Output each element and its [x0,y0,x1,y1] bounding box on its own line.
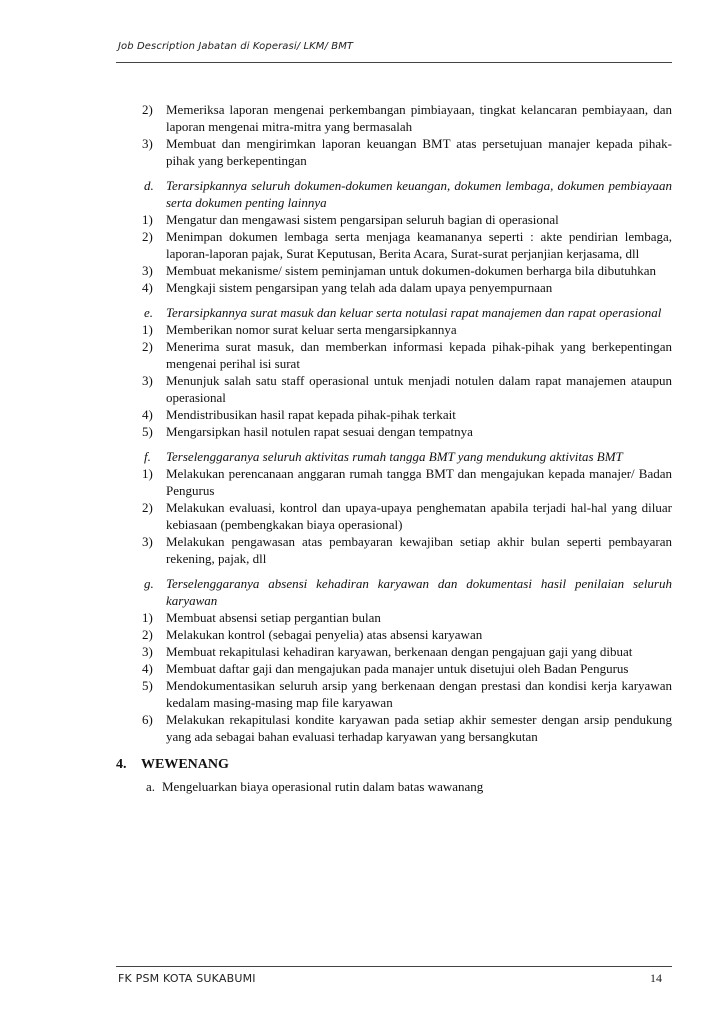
item-text: Membuat daftar gaji dan mengajukan pada manajer untuk disetujui oleh Badan Pengurus [166,661,629,676]
item-text: Mengeluarkan biaya operasional rutin dalam batas wawanang [162,779,484,794]
item-text: Membuat dan mengirimkan laporan keuangan BMT atas persetujuan manajer kepada pihak-pihak yang berkepentingan [166,136,672,168]
item-marker: 4) [142,280,153,295]
footer-divider [116,966,672,967]
list-item [142,262,672,279]
list-item [142,406,672,423]
list-item [142,533,672,567]
item-marker: 1) [142,212,153,227]
item-text: Memeriksa laporan mengenai perkembangan pimbiayaan, tingkat kelancaran pembiayaan, dan laporan mengenai mitra-mitra yang bermasalah [166,102,672,134]
item-text: Mengarsipkan hasil notulen rapat sesuai dengan tempatnya [166,424,473,439]
list-item [142,228,672,262]
item-marker: 4) [142,661,153,676]
item-text: Menimpan dokumen lembaga serta menjaga keamananya seperti : akte pendirian lembaga, laporan-laporan pajak, Surat Keputusan, Berita Acara, Surat-surat perjanjian kerjasama, dll [166,229,672,261]
list-item [142,465,672,499]
section-title-text: Terarsipkannya seluruh dokumen-dokumen keuangan, dokumen lembaga, dokumen pembiayaan serta dokumen penting lainnya [166,178,672,210]
section-title-text: Terselenggaranya absensi kehadiran karyawan dan dokumentasi hasil penilaian seluruh karyawan [166,576,672,608]
list-item [142,677,672,711]
item-marker: 2) [142,229,153,244]
item-text: Membuat mekanisme/ sistem peminjaman untuk dokumen-dokumen berharga bila dibutuhkan [166,263,657,278]
list-item [142,626,672,643]
list-item [142,499,672,533]
item-text: Melakukan rekapitulasi kondite karyawan pada setiap akhir semester dengan arsip pendukung yang ada sebagai bahan evaluasi terhadap karyawan yang bersangkutan [166,712,672,744]
item-text: Melakukan evaluasi, kontrol dan upaya-upaya penghematan apabila terjadi hal-hal yang diluar kebiasaan (pembengkakan biaya operasional) [166,500,672,532]
item-text: Melakukan kontrol (sebagai penyelia) atas absensi karyawan [166,627,483,642]
item-marker: 3) [142,534,153,549]
list-item [142,338,672,372]
document-body [116,101,672,795]
heading-number: 4. [116,757,127,772]
item-marker: 1) [142,322,153,337]
list-item [142,372,672,406]
item-text: Mendokumentasikan seluruh arsip yang berkenaan dengan prestasi dan kondisi kerja karyawan kedalam masing-masing map file karyawan [166,678,672,710]
section-title [144,575,672,609]
heading-text: WEWENANG [141,757,229,772]
item-text: Mengatur dan mengawasi sistem pengarsipan seluruh bagian di operasional [166,212,559,227]
item-text: Menunjuk salah satu staff operasional untuk menjadi notulen dalam rapat manajemen ataupun operasional [166,373,672,405]
item-text: Membuat rekapitulasi kehadiran karyawan, berkenaan dengan pengajuan gaji yang dibuat [166,644,633,659]
item-marker: 2) [142,627,153,642]
section-title-text: Terselenggaranya seluruh aktivitas rumah tangga BMT yang mendukung aktivitas BMT [166,449,623,464]
list-item [142,643,672,660]
section-heading [116,755,672,774]
section-title-text: Terarsipkannya surat masuk dan keluar serta notulasi rapat manajemen dan rapat operasional [166,305,662,320]
list-item [142,609,672,626]
item-marker: 2) [142,339,153,354]
section-marker: g. [144,576,154,591]
item-marker: 2) [142,102,153,117]
section-title [144,304,672,321]
footer-organization: FK PSM KOTA SUKABUMI [118,972,256,985]
page-header-title: Job Description Jabatan di Koperasi/ LKM/ BMT [118,41,354,52]
item-marker: 3) [142,136,153,151]
section-marker: e. [144,305,154,320]
list-item [142,321,672,338]
list-item [142,423,672,440]
list-item [142,211,672,228]
item-marker: 5) [142,424,153,439]
list-item [146,778,672,795]
section-title [144,448,672,465]
section-marker: d. [144,178,154,193]
item-marker: a. [146,779,156,794]
item-text: Mendistribusikan hasil rapat kepada pihak-pihak terkait [166,407,456,422]
item-marker: 1) [142,610,153,625]
list-item [142,279,672,296]
item-text: Melakukan pengawasan atas pembayaran kewajiban setiap akhir bulan seperti pembayaran rekening, pajak, dll [166,534,672,566]
item-marker: 3) [142,263,153,278]
item-marker: 6) [142,712,153,727]
list-item [142,101,672,135]
item-marker: 3) [142,373,153,388]
item-text: Mengkaji sistem pengarsipan yang telah ada dalam upaya penyempurnaan [166,280,553,295]
section-title [144,177,672,211]
item-marker: 5) [142,678,153,693]
item-marker: 3) [142,644,153,659]
item-text: Memberikan nomor surat keluar serta mengarsipkannya [166,322,457,337]
item-text: Membuat absensi setiap pergantian bulan [166,610,381,625]
header-divider [116,62,672,63]
item-text: Melakukan perencanaan anggaran rumah tangga BMT dan mengajukan kepada manajer/ Badan Pengurus [166,466,672,498]
list-item [142,660,672,677]
item-marker: 1) [142,466,153,481]
item-marker: 2) [142,500,153,515]
list-item [142,711,672,745]
list-item [142,135,672,169]
page-number: 14 [650,971,662,985]
item-marker: 4) [142,407,153,422]
section-marker: f. [144,449,151,464]
item-text: Menerima surat masuk, dan memberkan informasi kepada pihak-pihak yang berkepentingan mengenai perihal isi surat [166,339,672,371]
